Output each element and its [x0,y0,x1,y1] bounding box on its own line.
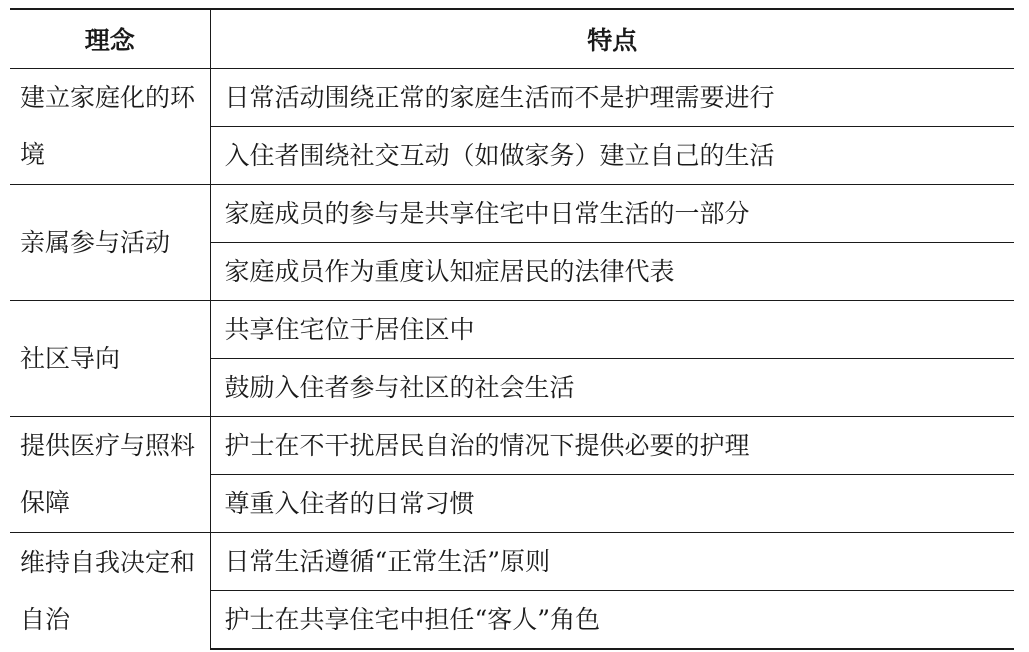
feature-cell: 家庭成员作为重度认知症居民的法律代表 [210,242,1014,300]
table-row [10,184,1014,242]
table-row [10,416,1014,474]
header-concept: 理念 [10,9,210,68]
concept-cell: 亲属参与活动 [10,184,210,300]
table-header [10,9,1014,68]
feature-cell: 鼓励入住者参与社区的社会生活 [210,358,1014,416]
concept-cell: 建立家庭化的环境 [10,68,210,184]
table-row [10,532,1014,590]
table-row [10,300,1014,358]
feature-cell: 共享住宅位于居住区中 [210,300,1014,358]
feature-cell: 日常生活遵循“正常生活”原则 [210,532,1014,590]
feature-cell: 护士在不干扰居民自治的情况下提供必要的护理 [210,416,1014,474]
feature-cell: 护士在共享住宅中担任“客人”角色 [210,590,1014,649]
concept-cell: 社区导向 [10,300,210,416]
table-row [10,68,1014,126]
header-row [10,9,1014,68]
header-feature: 特点 [210,9,1014,68]
concept-cell: 维持自我决定和自治 [10,532,210,649]
concept-cell: 提供医疗与照料保障 [10,416,210,532]
concept-table [10,8,1014,650]
feature-cell: 日常活动围绕正常的家庭生活而不是护理需要进行 [210,68,1014,126]
feature-cell: 尊重入住者的日常习惯 [210,474,1014,532]
feature-cell: 入住者围绕社交互动（如做家务）建立自己的生活 [210,126,1014,184]
feature-cell: 家庭成员的参与是共享住宅中日常生活的一部分 [210,184,1014,242]
table-body [10,68,1014,649]
